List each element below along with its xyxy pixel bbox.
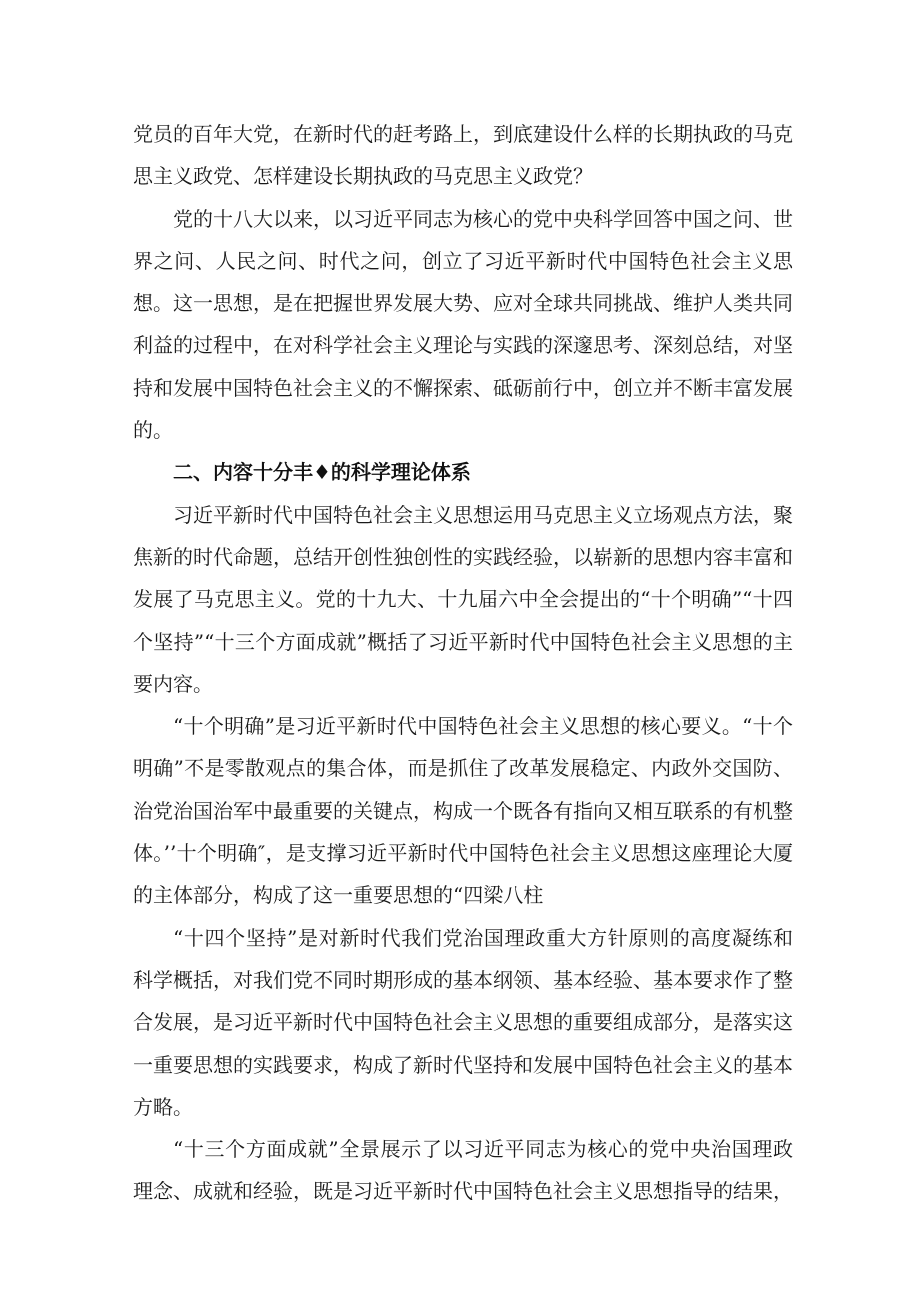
paragraph-3: 习近平新时代中国特色社会主义思想运用马克思主义立场观点方法，聚焦新的时代命题，总结开创性独创性的实践经验，以崭新的思想内容丰富和发展了马克思主义。党的十九大、十九届六中全会提出的“十个明确”“十四个坚持”“十三个方面成就”概括了习近平新时代中国特色社会主义思想的主要内容。	[133, 502, 793, 696]
paragraph-6: “十三个方面成就”全景展示了以习近平同志为核心的党中央治国理政理念、成就和经验，既是习近平新时代中国特色社会主义思想指导的结果，	[133, 1137, 793, 1204]
document-body	[133, 113, 793, 1213]
paragraph-1: 党员的百年大党，在新时代的赶考路上，到底建设什么样的长期执政的马克思主义政党、怎样建设长期执政的马克思主义政党？	[133, 122, 793, 189]
paragraph-5: “十四个坚持”是对新时代我们党治国理政重大方针原则的高度凝练和科学概括，对我们党不同时期形成的基本纲领、基本经验、基本要求作了整合发展，是习近平新时代中国特色社会主义思想的重要组成部分，是落实这一重要思想的实践要求，构成了新时代坚持和发展中国特色社会主义的基本方略。	[133, 925, 793, 1119]
paragraph-4: “十个明确”是习近平新时代中国特色社会主义思想的核心要义。“十个明确”不是零散观点的集合体，而是抓住了改革发展稳定、内政外交国防、治党治国治军中最重要的关键点，构成一个既各有指向又相互联系的有机整体。’’十个明确″，是支撑习近平新时代中国特色社会主义思想这座理论大厦的主体部分，构成了这一重要思想的“四梁八柱	[133, 714, 793, 908]
paragraph-2: 党的十八大以来，以习近平同志为核心的党中央科学回答中国之问、世界之问、人民之问、时代之问，创立了习近平新时代中国特色社会主义思想。这一思想，是在把握世界发展大势、应对全球共同挑战、维护人类共同利益的过程中，在对科学社会主义理论与实践的深邃思考、深刻总结，对坚持和发展中国特色社会主义的不懈探索、砥砺前行中，创立并不断丰富发展的。	[133, 206, 793, 443]
section-heading: 二、内容十分丰♦的科学理论体系	[173, 460, 471, 485]
